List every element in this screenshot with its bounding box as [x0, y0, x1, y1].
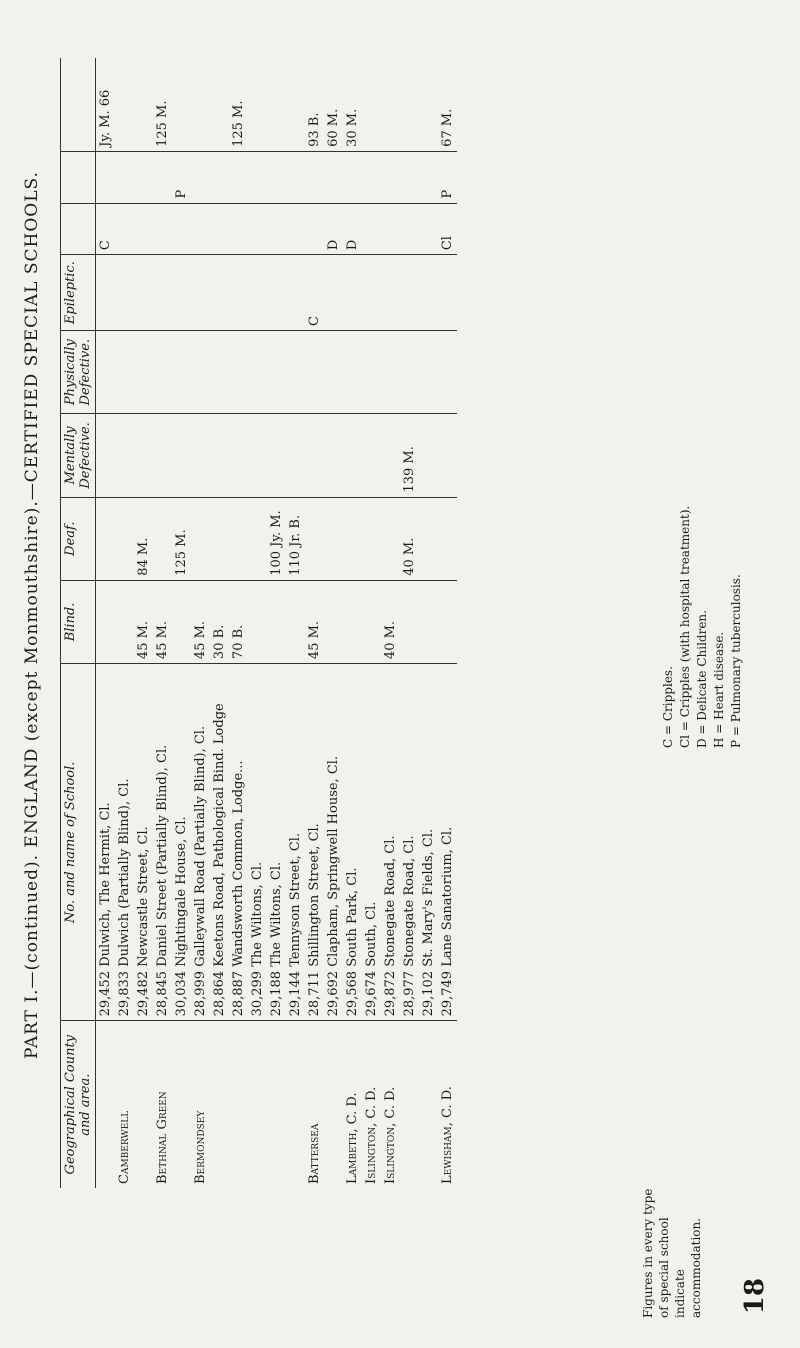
row-region [96, 1021, 116, 1188]
row-value-h [400, 58, 419, 151]
col-epileptic: Epileptic. [61, 255, 96, 331]
row-value-c [172, 414, 191, 497]
row-value-h [381, 58, 400, 151]
schools-table [60, 58, 457, 1188]
row-value-e [400, 255, 419, 331]
table-row [419, 58, 438, 1188]
row-school: 29,568 South Park, Cl. [343, 664, 362, 1021]
table-row [400, 58, 419, 1188]
row-value-h [286, 58, 305, 151]
row-value-h: 30 M. [343, 58, 362, 151]
row-value-e [210, 255, 229, 331]
col-school: No. and name of School. [61, 664, 96, 1021]
row-region [286, 1021, 305, 1188]
row-region [172, 1021, 191, 1188]
row-value-h [134, 58, 153, 151]
row-value-c [96, 414, 116, 497]
row-value-c [153, 414, 172, 497]
row-value-d [248, 331, 267, 414]
row-value-a [400, 580, 419, 663]
row-value-c [305, 414, 324, 497]
table-row [305, 58, 324, 1188]
row-value-b [153, 497, 172, 580]
row-value-b [96, 497, 116, 580]
row-value-e [324, 255, 343, 331]
row-value-a [96, 580, 116, 663]
row-value-e [438, 255, 457, 331]
table-row [324, 58, 343, 1188]
col-g [61, 151, 96, 203]
row-value-f [305, 203, 324, 255]
row-value-b [191, 497, 210, 580]
row-value-a [115, 580, 134, 663]
row-value-h: 67 M. [438, 58, 457, 151]
row-value-a: 70 B. [229, 580, 248, 663]
table-row [248, 58, 267, 1188]
col-physically: Physically Defective. [61, 331, 96, 414]
col-f [61, 203, 96, 255]
row-value-h: 125 M. [229, 58, 248, 151]
row-value-f [419, 203, 438, 255]
row-value-d [153, 331, 172, 414]
row-value-d [172, 331, 191, 414]
row-value-a [343, 580, 362, 663]
row-value-f [267, 203, 286, 255]
row-value-g [381, 151, 400, 203]
row-value-g [286, 151, 305, 203]
row-value-a [248, 580, 267, 663]
row-value-g [400, 151, 419, 203]
table-row [115, 58, 134, 1188]
row-value-f [153, 203, 172, 255]
row-value-d [343, 331, 362, 414]
row-value-c [134, 414, 153, 497]
row-value-c [210, 414, 229, 497]
row-school: 29,674 South, Cl. [362, 664, 381, 1021]
col-blind: Blind. [61, 580, 96, 663]
row-value-b [438, 497, 457, 580]
row-value-d [400, 331, 419, 414]
row-value-g [96, 151, 116, 203]
row-region: Battersea [307, 1123, 322, 1184]
row-value-d [191, 331, 210, 414]
legend-item: H = Heart disease. [712, 631, 726, 748]
row-school: 28,864 Keetons Road, Pathological Bind. Lodge [210, 664, 229, 1021]
row-value-f [381, 203, 400, 255]
row-region [134, 1021, 153, 1188]
row-value-c [115, 414, 134, 497]
row-region: Bermondsey [193, 1110, 208, 1184]
table-row [381, 58, 400, 1188]
row-value-a [419, 580, 438, 663]
row-value-g: P [172, 151, 191, 203]
row-region: Islington, C. D. [364, 1086, 379, 1184]
row-value-f [172, 203, 191, 255]
row-value-f [191, 203, 210, 255]
row-value-a: 45 M. [305, 580, 324, 663]
row-value-e [286, 255, 305, 331]
row-value-f [248, 203, 267, 255]
row-value-g [153, 151, 172, 203]
legend-item: Cl = Cripples (with hospital treatment). [678, 505, 692, 748]
row-school: 30,034 Nightingale House, Cl. [172, 664, 191, 1021]
row-value-e [115, 255, 134, 331]
row-region: Islington, C. D. [383, 1086, 398, 1184]
table-row [229, 58, 248, 1188]
row-value-g [134, 151, 153, 203]
row-value-c [343, 414, 362, 497]
row-value-h [248, 58, 267, 151]
row-value-b: 84 M. [134, 497, 153, 580]
row-value-b [229, 497, 248, 580]
row-value-a: 45 M. [134, 580, 153, 663]
table-row [191, 58, 210, 1188]
row-value-a [438, 580, 457, 663]
row-value-d [324, 331, 343, 414]
row-value-d [96, 331, 116, 414]
row-value-h [419, 58, 438, 151]
row-value-c [438, 414, 457, 497]
row-school: 29,833 Dulwich (Partially Blind), Cl. [115, 664, 134, 1021]
legend-item: P = Pulmonary tuberculosis. [729, 574, 743, 748]
row-value-h [267, 58, 286, 151]
row-school: 28,977 Stonegate Road, Cl. [400, 664, 419, 1021]
row-value-h [191, 58, 210, 151]
row-value-c [229, 414, 248, 497]
row-value-b [419, 497, 438, 580]
row-value-d [267, 331, 286, 414]
row-value-h: 60 M. [324, 58, 343, 151]
row-region [400, 1021, 419, 1188]
row-school: 28,999 Galleywall Road (Partially Blind), Cl. [191, 664, 210, 1021]
table-row [96, 58, 116, 1188]
row-value-b [115, 497, 134, 580]
row-region: Camberwell [117, 1110, 132, 1184]
table-row [343, 58, 362, 1188]
row-value-h: 93 B. [305, 58, 324, 151]
row-region [324, 1021, 343, 1188]
row-value-d [362, 331, 381, 414]
row-value-e [96, 255, 116, 331]
row-value-f [286, 203, 305, 255]
row-school: 29,452 Dulwich, The Hermit, Cl. [96, 664, 116, 1021]
row-value-f [229, 203, 248, 255]
row-value-d [438, 331, 457, 414]
row-region [419, 1021, 438, 1188]
row-value-b [210, 497, 229, 580]
row-value-b [381, 497, 400, 580]
row-value-b: 40 M. [400, 497, 419, 580]
row-region [229, 1021, 248, 1188]
col-mentally: Mentally Defective. [61, 414, 96, 497]
row-value-c [381, 414, 400, 497]
row-region [267, 1021, 286, 1188]
row-value-d [210, 331, 229, 414]
row-value-e [153, 255, 172, 331]
row-value-h: 125 M. [153, 58, 172, 151]
row-value-d [286, 331, 305, 414]
row-value-a: 45 M. [153, 580, 172, 663]
row-school: 29,749 Lane Sanatorium, Cl. [438, 664, 457, 1021]
row-value-f: D [324, 203, 343, 255]
row-value-g: P [438, 151, 457, 203]
row-value-b [343, 497, 362, 580]
legend-item: C = Cripples. [661, 666, 675, 748]
row-value-h [362, 58, 381, 151]
row-value-g [115, 151, 134, 203]
row-value-g [191, 151, 210, 203]
row-value-b: 125 M. [172, 497, 191, 580]
row-value-d [115, 331, 134, 414]
table-header-row [61, 58, 96, 1188]
row-region: Bethnal Green [155, 1091, 170, 1184]
table-row [438, 58, 457, 1188]
row-school: 29,144 Tennyson Street, Cl. [286, 664, 305, 1021]
row-value-e [343, 255, 362, 331]
row-value-g [324, 151, 343, 203]
page-title: PART I.—(continued). ENGLAND (except Monmouthshire).—CERTIFIED SPECIAL SCHOOLS. [22, 171, 42, 1059]
row-value-d [381, 331, 400, 414]
row-region [248, 1021, 267, 1188]
row-value-c [248, 414, 267, 497]
row-value-c [419, 414, 438, 497]
row-value-b [324, 497, 343, 580]
row-value-b [248, 497, 267, 580]
row-value-h [210, 58, 229, 151]
row-value-a: 40 M. [381, 580, 400, 663]
row-value-e [248, 255, 267, 331]
row-value-c [286, 414, 305, 497]
row-value-b: 110 Jr. B. [286, 497, 305, 580]
table-row [362, 58, 381, 1188]
row-value-e [267, 255, 286, 331]
row-value-a [362, 580, 381, 663]
row-region: Lewisham, C. D. [440, 1086, 455, 1184]
row-value-h [172, 58, 191, 151]
row-value-e [229, 255, 248, 331]
row-value-b [305, 497, 324, 580]
col-h [61, 58, 96, 151]
row-value-f [210, 203, 229, 255]
row-school: 29,102 St. Mary's Fields, Cl. [419, 664, 438, 1021]
row-value-e [419, 255, 438, 331]
row-school: 28,711 Shillington Street, Cl. [305, 664, 324, 1021]
row-value-a: 30 B. [210, 580, 229, 663]
row-school: 30,299 The Wiltons, Cl. [248, 664, 267, 1021]
row-value-e [191, 255, 210, 331]
table-row [134, 58, 153, 1188]
row-value-e: C [305, 255, 324, 331]
table-row [210, 58, 229, 1188]
table-row [153, 58, 172, 1188]
row-value-c [324, 414, 343, 497]
table-row [172, 58, 191, 1188]
row-value-f: C [96, 203, 116, 255]
row-value-g [305, 151, 324, 203]
footnote: Figures in every type of special school indicate accommodation. [641, 1188, 703, 1318]
row-value-d [134, 331, 153, 414]
row-school: 29,482 Newcastle Street, Cl. [134, 664, 153, 1021]
row-value-f [362, 203, 381, 255]
table-row [267, 58, 286, 1188]
row-value-c [267, 414, 286, 497]
page-number: 18 [740, 1278, 770, 1315]
row-value-d [229, 331, 248, 414]
row-value-e [134, 255, 153, 331]
row-value-a [324, 580, 343, 663]
row-region [210, 1021, 229, 1188]
row-value-g [419, 151, 438, 203]
col-deaf: Deaf. [61, 497, 96, 580]
row-value-h: Jy. M. 66 [96, 58, 116, 151]
row-value-a: 45 M. [191, 580, 210, 663]
row-value-f [400, 203, 419, 255]
table-body [96, 58, 458, 1188]
row-school: 28,887 Wandsworth Common, Lodge... [229, 664, 248, 1021]
row-value-g [267, 151, 286, 203]
row-school: 29,692 Clapham, Springwell House, Cl. [324, 664, 343, 1021]
row-value-f [134, 203, 153, 255]
row-value-e [362, 255, 381, 331]
row-value-d [305, 331, 324, 414]
table-row [286, 58, 305, 1188]
row-value-f: Cl [438, 203, 457, 255]
row-value-a [172, 580, 191, 663]
row-value-e [381, 255, 400, 331]
legend-item: D = Delicate Children. [695, 610, 709, 748]
row-value-f [115, 203, 134, 255]
row-value-b: 100 Jy. M. [267, 497, 286, 580]
row-school: 29,188 The Wiltons, Cl. [267, 664, 286, 1021]
row-value-h [115, 58, 134, 151]
row-value-c: 139 M. [400, 414, 419, 497]
row-value-e [172, 255, 191, 331]
row-value-b [362, 497, 381, 580]
row-value-f: D [343, 203, 362, 255]
row-value-g [343, 151, 362, 203]
row-value-c [362, 414, 381, 497]
row-value-a [286, 580, 305, 663]
col-county: Geographical County and area. [61, 1021, 96, 1188]
row-school: 29,872 Stonegate Road, Cl. [381, 664, 400, 1021]
row-value-g [210, 151, 229, 203]
row-value-d [419, 331, 438, 414]
row-value-a [267, 580, 286, 663]
row-value-g [362, 151, 381, 203]
row-value-g [248, 151, 267, 203]
row-value-g [229, 151, 248, 203]
row-school: 28,845 Daniel Street (Partially Blind), Cl. [153, 664, 172, 1021]
key-legend [660, 388, 745, 748]
row-value-c [191, 414, 210, 497]
row-region: Lambeth, C. D. [345, 1092, 360, 1184]
